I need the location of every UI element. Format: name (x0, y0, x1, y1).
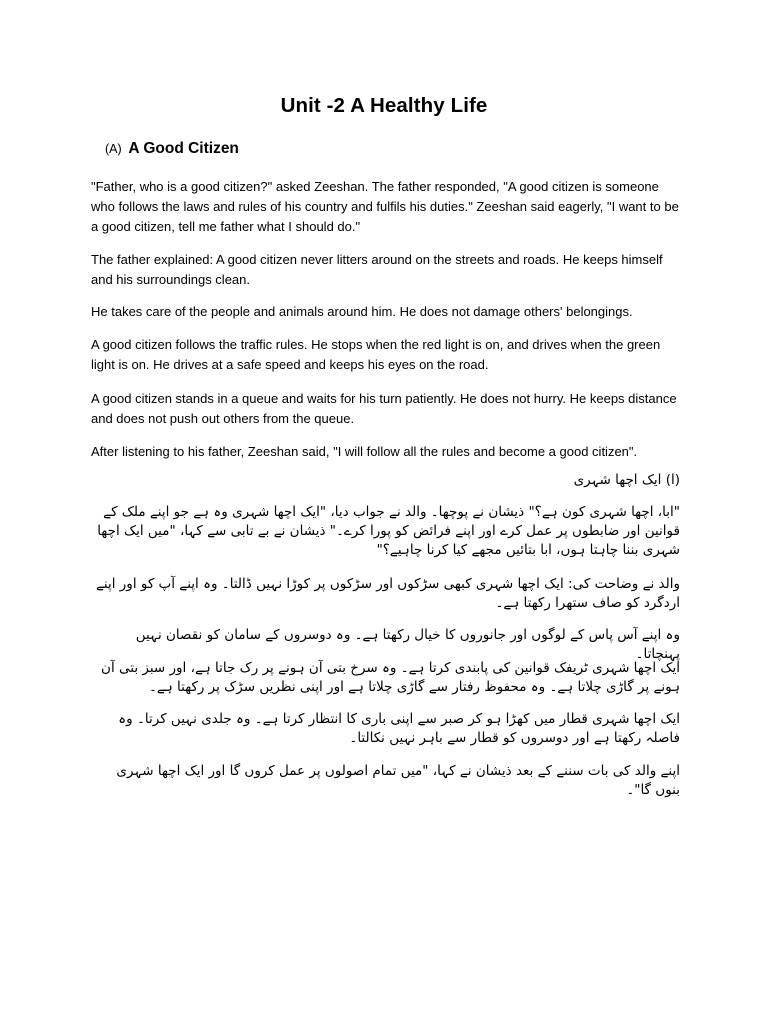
english-paragraph: The father explained: A good citizen never litters around on the streets and roads. He keeps himself and his surroundings clean. (91, 252, 663, 287)
english-paragraph: "Father, who is a good citizen?" asked Zeeshan. The father responded, "A good citizen is someone who follows the laws and rules of his country and fulfils his duties." Zeeshan said eagerly, "I want to be a good citizen, tell me father what I should do." (91, 179, 679, 234)
english-paragraph: After listening to his father, Zeeshan said, "I will follow all the rules and become a good citizen". (91, 444, 638, 459)
urdu-section-heading: (ا) ایک اچھا شہری (573, 472, 680, 488)
urdu-paragraph: والد نے وضاحت کی: ایک اچھا شہری کبھی سڑکوں اور سڑکوں پر کوڑا نہیں ڈالتا۔ وہ اپنے آپ کو اور اپنے اردگرد کو صاف ستھرا رکھتا ہے۔ (96, 576, 680, 611)
urdu-paragraph: ایک اچھا شہری ٹریفک قوانین کی پابندی کرتا ہے۔ وہ سرخ بتی آن ہونے پر رک جاتا ہے، اور سبز بتی آن ہونے پر گاڑی چلاتا ہے۔ وہ محفوظ رفتار سے گاڑی چلاتا ہے اور اپنی نظریں سڑک پر رکھتا ہے۔ (101, 660, 680, 695)
section-heading (105, 140, 239, 158)
section-heading-text: A Good Citizen (128, 140, 239, 157)
english-paragraph: A good citizen stands in a queue and waits for his turn patiently. He does not hurry. He keeps distance and does not push out others from the queue. (91, 391, 677, 426)
urdu-paragraph: وہ اپنے آس پاس کے لوگوں اور جانوروں کا خیال رکھتا ہے۔ وہ دوسروں کے سامان کو نقصان نہیں پہنچاتا۔ (135, 627, 680, 662)
section-marker: (A) (105, 142, 122, 156)
urdu-paragraph: "ابا، اچھا شہری کون ہے؟" ذیشان نے پوچھا۔ والد نے جواب دیا، "ایک اچھا شہری وہ ہے جو اپنے ملک کے قوانین اور ضابطوں پر عمل کرے اور اپنے فرائض کو پورا کرے۔" ذیشان نے بے تابی سے کہا، "میں ایک اچھا شہری بننا چاہتا ہوں، ابا بتائیں مجھے کیا کرنا چاہیے؟" (97, 504, 680, 558)
urdu-paragraph: اپنے والد کی بات سننے کے بعد ذیشان نے کہا، "میں تمام اصولوں پر عمل کروں گا اور ایک اچھا شہری بنوں گا"۔ (116, 763, 680, 798)
english-paragraph: A good citizen follows the traffic rules. He stops when the red light is on, and drives when the green light is on. He drives at a safe speed and keeps his eyes on the road. (91, 337, 661, 372)
urdu-paragraph: ایک اچھا شہری قطار میں کھڑا ہو کر صبر سے اپنی باری کا انتظار کرتا ہے۔ وہ جلدی نہیں کرتا۔ وہ فاصلہ رکھتا ہے اور دوسروں کو قطار سے باہر نہیں نکالتا۔ (118, 711, 680, 746)
page-title: Unit -2 A Healthy Life (280, 94, 488, 117)
english-paragraph: He takes care of the people and animals around him. He does not damage others' belongings. (91, 304, 633, 319)
